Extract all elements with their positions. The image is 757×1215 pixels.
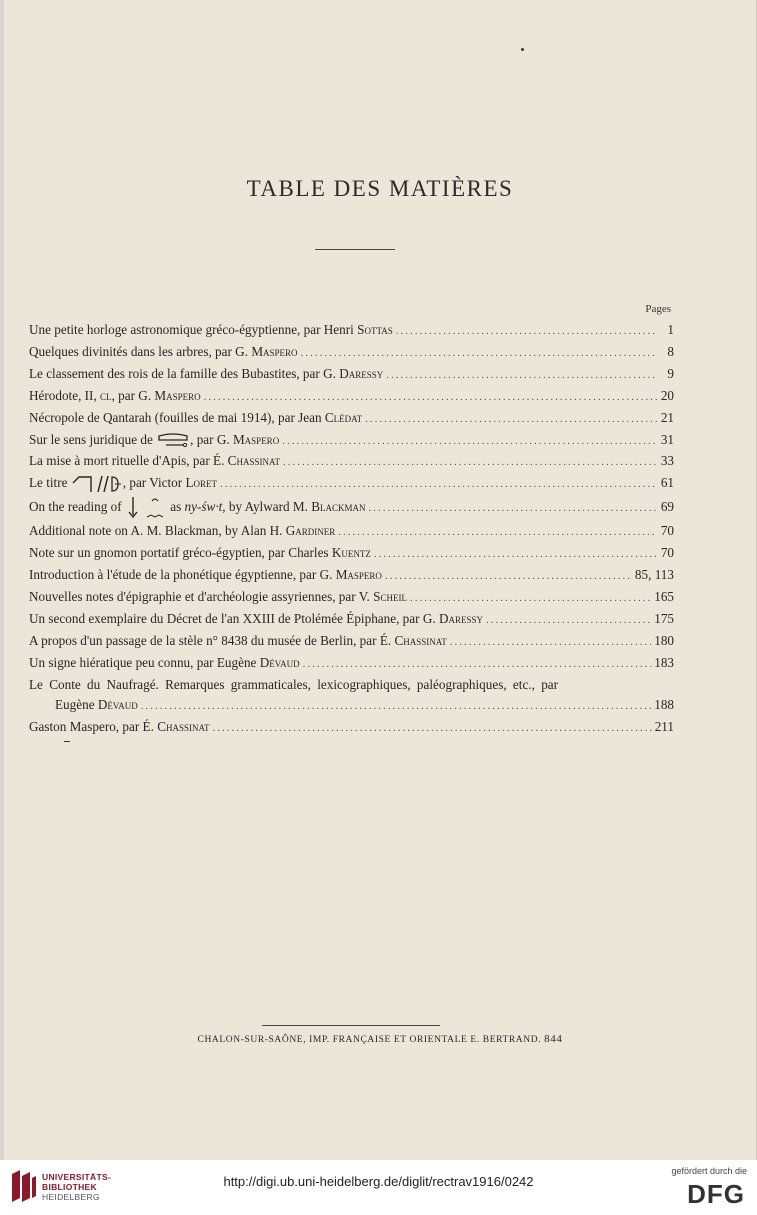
toc-entry[interactable]: Nécropole de Qantarah (fouilles de mai 1914), par Jean Clédat ..... 21 bbox=[29, 408, 674, 430]
toc-entry[interactable]: On the reading of as ny-św·t, by Aylward M. Blackman ..... 69 bbox=[29, 495, 674, 521]
toc-entry-continuation[interactable]: Eugène Dévaud ..... 188 bbox=[29, 695, 674, 717]
leader-dots bbox=[486, 611, 651, 631]
leader-dots bbox=[303, 655, 652, 675]
funding-label: gefördert durch die bbox=[671, 1166, 747, 1176]
toc-entry[interactable]: Introduction à l'étude de la phonétique égyptienne, par G. Maspero ..... 85, 113 bbox=[29, 565, 674, 587]
leader-dots bbox=[283, 453, 657, 473]
title-hieroglyphs-icon bbox=[71, 473, 123, 495]
roof-hieroglyph-icon bbox=[156, 432, 190, 450]
page-url-link[interactable]: http://digi.ub.uni-heidelberg.de/diglit/rectrav1916/0242 bbox=[223, 1174, 534, 1189]
page-number: 183 bbox=[654, 654, 674, 670]
dfg-logo: DFG bbox=[687, 1179, 745, 1209]
toc-entry[interactable]: Une petite horloge astronomique gréco-égyptienne, par Henri Sottas ..... 1 bbox=[29, 320, 674, 342]
leader-dots bbox=[396, 322, 657, 342]
leader-dots bbox=[141, 697, 652, 717]
leader-dots bbox=[386, 366, 657, 386]
page-number: 188 bbox=[654, 696, 674, 712]
toc-entry[interactable]: Le titre , par Victor Loret ..... 61 bbox=[29, 473, 674, 495]
imprint-divider bbox=[262, 1025, 440, 1026]
page-number: 165 bbox=[654, 589, 674, 605]
scanned-page bbox=[4, 0, 757, 1160]
page-number: 180 bbox=[654, 632, 674, 648]
leader-dots bbox=[338, 523, 657, 543]
toc-entry[interactable]: Quelques divinités dans les arbres, par G. Maspero ..... 8 bbox=[29, 342, 674, 364]
leader-dots bbox=[410, 589, 651, 609]
toc-entry[interactable]: Un second exemplaire du Décret de l'an XXIII de Ptolémée Épiphane, par G. Daressy ..... 175 bbox=[29, 609, 674, 631]
library-name: UNIVERSITÄTS- BIBLIOTHEK HEIDELBERG bbox=[42, 1172, 112, 1202]
leader-dots bbox=[365, 410, 657, 430]
page-title: TABLE DES MATIÈRES bbox=[246, 176, 514, 201]
title-divider bbox=[315, 249, 395, 250]
toc-entry[interactable]: Additional note on A. M. Blackman, by Alan H. Gardiner ..... 70 bbox=[29, 521, 674, 543]
leader-dots bbox=[374, 545, 657, 565]
page-number: 20 bbox=[660, 387, 674, 403]
page-number: 70 bbox=[660, 523, 674, 539]
toc-entry[interactable]: Note sur un gnomon portatif gréco-égyptien, par Charles Kuentz ..... 70 bbox=[29, 543, 674, 565]
toc-entry[interactable]: A propos d'un passage de la stèle n° 8438 du musée de Berlin, par É. Chassinat ..... 180 bbox=[29, 631, 674, 653]
page-number: 21 bbox=[660, 409, 674, 425]
leader-dots bbox=[385, 567, 632, 587]
page-number: 9 bbox=[667, 365, 674, 381]
toc-entry[interactable]: La mise à mort rituelle d'Apis, par É. Chassinat ..... 33 bbox=[29, 451, 674, 473]
leader-dots bbox=[204, 388, 657, 408]
leader-dots bbox=[282, 432, 657, 452]
printer-imprint: CHALON-SUR-SAÔNE, IMP. FRANÇAISE ET ORIENTALE E. BERTRAND. 844 bbox=[197, 1033, 563, 1045]
toc-entry[interactable]: Le Conte du Naufragé. Remarques grammaticales, lexicographiques, paléographiques, etc., par bbox=[29, 676, 559, 692]
toc-entry[interactable]: Hérodote, II, cl, par G. Maspero ..... 20 bbox=[29, 386, 674, 408]
leader-dots bbox=[450, 633, 651, 653]
leader-dots bbox=[369, 499, 658, 519]
toc-entry[interactable]: Un signe hiératique peu connu, par Eugène Dévaud ..... 183 bbox=[29, 653, 674, 675]
page-number: 33 bbox=[660, 453, 674, 469]
toc-entry[interactable]: Sur le sens juridique de , par G. Maspero ..... 31 bbox=[29, 430, 674, 452]
leader-dots bbox=[301, 344, 657, 364]
page-number: 31 bbox=[660, 431, 674, 447]
print-speck bbox=[64, 741, 70, 742]
toc-entry[interactable]: Nouvelles notes d'épigraphie et d'archéologie assyriennes, par V. Scheil ..... 165 bbox=[29, 587, 674, 609]
toc-entry[interactable]: Le classement des rois de la famille des Bubastites, par G. Daressy ..... 9 bbox=[29, 364, 674, 386]
page-number: 175 bbox=[654, 610, 674, 626]
print-speck bbox=[521, 48, 524, 51]
leader-dots bbox=[213, 719, 652, 739]
page-number: 70 bbox=[660, 545, 674, 561]
table-of-contents bbox=[29, 320, 674, 738]
page-number: 69 bbox=[660, 499, 674, 515]
sedge-hieroglyph-icon bbox=[125, 495, 167, 521]
page-number: 1 bbox=[667, 322, 674, 337]
page-number: 211 bbox=[654, 718, 674, 734]
digitization-footer bbox=[0, 1160, 757, 1215]
page-number: 61 bbox=[660, 475, 674, 491]
leader-dots bbox=[220, 475, 657, 495]
toc-entry[interactable]: Gaston Maspero, par É. Chassinat ..... 211 bbox=[29, 717, 674, 739]
page-number: 8 bbox=[667, 343, 674, 359]
page-number: 85, 113 bbox=[634, 567, 674, 583]
pages-column-header: Pages bbox=[645, 303, 671, 315]
